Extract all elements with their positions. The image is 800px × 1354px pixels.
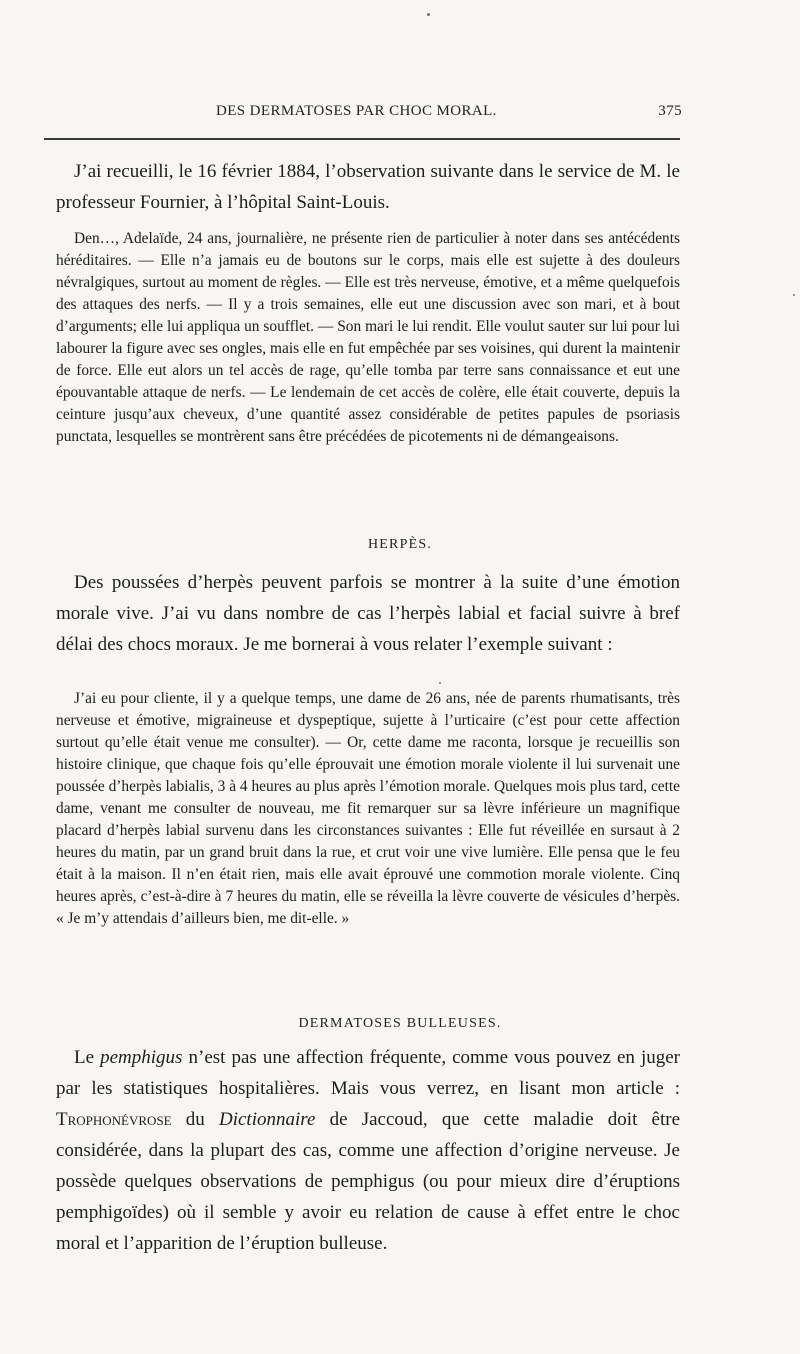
bullous-text-c: du (171, 1109, 219, 1130)
running-head-title: DES DERMATOSES PAR CHOC MORAL. (216, 103, 497, 119)
print-speck (427, 13, 430, 16)
observation-paragraph: Den…, Adelaïde, 24 ans, journalière, ne présente rien de particulier à noter dans ses antécédents héréditaires. — Elle n’a jamais eu de boutons sur le corps, mais elle est sujette à des douleurs névralgiques, surtout au moment de règles. — Elle est très nerveuse, émotive, et a même quelquefois des attaques des nerfs. — Il y a trois semaines, elle eut une discussion avec son mari, et à bout d’arguments; elle lui appliqua un soufflet. — Son mari le lui rendit. Elle voulut sauter sur lui pour lui labourer la figure avec ses ongles, mais elle en fut empêchée par ses voisines, qui durent la maintenir de force. Elle eut alors un tel accès de rage, qu’elle tomba par terre sans connaissance et eut une épouvantable attaque de nerfs. — Le lendemain de cet accès de colère, elle était couverte, depuis la ceinture jusqu’aux cheveux, d’une quantité assez considérable de petites papules de psoriasis punctata, lesquelles se montrèrent sans être précédées de picotements ni de démangeaisons. (56, 230, 680, 445)
bullous-paragraph-block (56, 1042, 680, 1259)
bullous-text-b: n’est pas une affection fréquente, comme vous pouvez en juger par les statistiques hospitalières. Mais vous verrez, en lisant mon article : (56, 1047, 681, 1099)
observation-block (56, 228, 680, 448)
print-speck (793, 294, 795, 296)
herpes-intro-paragraph: Des poussées d’herpès peuvent parfois se montrer à la suite d’une émotion morale vive. J’ai vu dans nombre de cas l’herpès labial et facial suivre à bref délai des chocs moraux. Je me bornerai à vous relater l’exemple suivant : (56, 572, 680, 655)
pemphigus-term: pemphigus (100, 1047, 183, 1068)
trophonevrose-term: Trophonévrose (56, 1109, 172, 1130)
bullous-text-d: de Jaccoud, que cette maladie doit être considérée, dans la plupart des cas, comme une affection d’origine nerveuse. Je possède quelques observations de pemphigus (ou pour mieux dire d’éruptions pemphigoïdes) où il semble y avoir eu relation de cause à effet entre le choc moral et l’apparition de l’éruption bulleuse. (56, 1109, 681, 1254)
page-number: 375 (658, 103, 682, 119)
section-heading-bullous: DERMATOSES BULLEUSES. (298, 1016, 502, 1031)
herpes-case-block (56, 688, 680, 930)
herpes-case-paragraph: J’ai eu pour cliente, il y a quelque temps, une dame de 26 ans, née de parents rhumatisants, très nerveuse et émotive, migraineuse et dyspeptique, sujette à l’urticaire (c’est pour cette affection surtout qu’elle était venue me consulter). — Or, cette dame me raconta, lorsque je recueillis son histoire clinique, que chaque fois qu’elle éprouvait une émotion morale violente il lui survenait une poussée d’herpès labialis, 3 à 4 heures au plus après l’émotion morale. Quelques mois plus tard, cette dame, venant me consulter de nouveau, me fit remarquer sur sa lèvre inférieure un magnifique placard d’herpès labial survenu dans les circonstances suivantes : Elle fut réveillée en sursaut à 2 heures du matin, par un grand bruit dans la rue, et crut voir une vive lumière. Elle pensa que le feu était à la maison. Il n’en était rien, mais elle avait éprouvé une commotion morale violente. Cinq heures après, c’est-à-dire à 7 heures du matin, elle se réveilla la lèvre couverte de vésicules d’herpès. « Je m’y attendais d’ailleurs bien, me dit-elle. » (56, 690, 680, 927)
bullous-text-a: Le (74, 1047, 101, 1068)
print-speck (439, 682, 441, 684)
intro-paragraph-block (56, 156, 680, 218)
section-heading-herpes: HERPÈS. (367, 537, 433, 552)
intro-paragraph: J’ai recueilli, le 16 février 1884, l’observation suivante dans le service de M. le professeur Fournier, à l’hôpital Saint-Louis. (56, 161, 680, 213)
dictionnaire-term: Dictionnaire (219, 1109, 316, 1130)
bullous-paragraph (56, 1042, 680, 1259)
header-rule (44, 138, 680, 140)
herpes-intro-block (56, 567, 680, 660)
